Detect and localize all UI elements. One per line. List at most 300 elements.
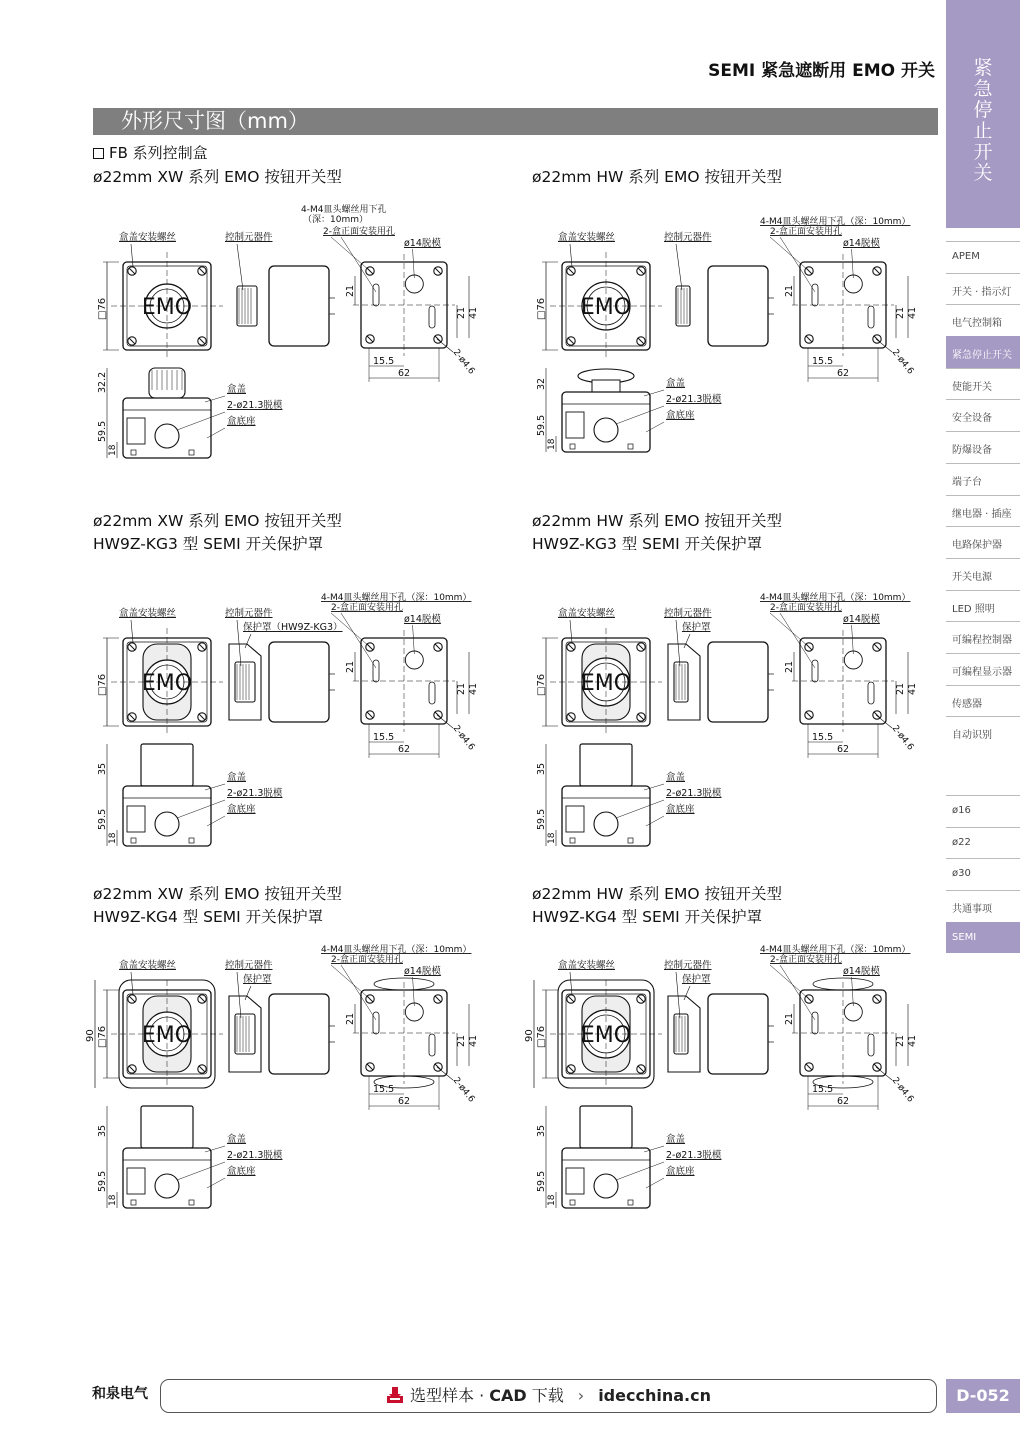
dim-62-label: 62 — [837, 744, 850, 755]
dim-21-label: 21 — [895, 682, 906, 695]
dim-top-label: 35 — [97, 1124, 108, 1137]
dim-bottom-label: 18 — [108, 832, 118, 844]
slot-hole — [429, 682, 435, 704]
button-side — [235, 662, 255, 702]
label-control: 控制元器件 — [225, 232, 273, 243]
leader-line — [770, 613, 809, 647]
foot — [628, 444, 633, 449]
side-nav-item[interactable]: 可编程显示器 — [946, 653, 1020, 685]
side-category-char: 关 — [973, 162, 993, 184]
screw-icon — [366, 1063, 374, 1071]
screw-icon — [637, 643, 645, 651]
side-view — [668, 994, 774, 1074]
dim-21-label: 21 — [345, 660, 356, 673]
label-control: 控制元器件 — [664, 960, 712, 971]
rear-view — [353, 978, 455, 1088]
section-title-bar — [93, 108, 938, 135]
knockout-21 — [155, 812, 179, 836]
dim-top-label: 32 — [536, 377, 547, 390]
slot-hole — [868, 306, 874, 328]
dim-15-5-label: 15.5 — [373, 732, 395, 743]
figure-title — [93, 166, 342, 189]
label-cover-screw: 盒盖安装螺丝 — [119, 608, 177, 619]
dim-side-label: □76 — [97, 297, 108, 320]
box-side — [269, 642, 329, 722]
footer-link-cad: CAD — [489, 1386, 527, 1405]
slot-hole — [868, 682, 874, 704]
slot-hole — [373, 1012, 379, 1034]
label-guard: 保护罩 — [682, 974, 711, 985]
screw-icon — [805, 1063, 813, 1071]
page-header-title: SEMI 紧急遮断用 EMO 开关 — [708, 61, 935, 81]
screw-icon — [567, 267, 575, 275]
emo-button-text: EMO — [141, 295, 193, 320]
slot-hole — [812, 284, 818, 306]
figure-title-line2: HW9Z-KG4 型 SEMI 开关保护罩 — [532, 908, 763, 926]
label-lid: 盒盖 — [227, 1134, 247, 1145]
knockout-21 — [594, 1174, 618, 1198]
dim-62-label: 62 — [398, 744, 411, 755]
footer-link-text: 选型样本 · — [410, 1386, 490, 1405]
dim-62-label: 62 — [398, 1096, 411, 1107]
label-base: 盒底座 — [227, 1166, 256, 1177]
label-lid: 盒盖 — [666, 772, 686, 783]
side-nav — [946, 241, 1020, 748]
leader-line — [331, 237, 370, 271]
label-mount-hole: 2-盒正面安装用孔 — [770, 603, 842, 613]
screw-icon — [567, 337, 575, 345]
figure-title-line1: ø22mm HW 系列 EMO 按钮开关型 — [532, 512, 782, 530]
elevation-view — [123, 1106, 211, 1208]
leader-line — [770, 965, 809, 999]
guard-elevation — [141, 1106, 193, 1148]
dim-21-label: 21 — [784, 1012, 795, 1025]
dimension-drawing — [93, 568, 493, 862]
screw-icon — [805, 335, 813, 343]
figure-title-line1: ø22mm XW 系列 EMO 按钮开关型 — [93, 168, 342, 186]
front-view — [95, 980, 223, 1088]
foot — [570, 444, 575, 449]
screw-icon — [198, 267, 206, 275]
screw-icon — [873, 643, 881, 651]
slot-hole — [429, 306, 435, 328]
label-tapped-hole: 4-M4皿头螺丝用下孔（深：10mm） — [760, 593, 911, 603]
dim-15-5-label: 15.5 — [373, 1084, 395, 1095]
subsection-heading — [93, 142, 208, 163]
label-knockout-14: ø14脱模 — [843, 614, 880, 625]
leader-line — [676, 244, 682, 290]
slot-hole — [373, 660, 379, 682]
side-category-char: 止 — [973, 120, 993, 142]
box-side — [269, 266, 329, 346]
screw-icon — [567, 995, 575, 1003]
screw-icon — [128, 643, 136, 651]
dim-side-label: □76 — [536, 673, 547, 696]
dim-hole-label: 2-ø4.6 — [450, 347, 477, 377]
side-nav-item[interactable]: 传感器 — [946, 685, 1020, 717]
screw-icon — [198, 337, 206, 345]
side-nav-item[interactable]: 自动识别 — [946, 716, 1020, 748]
side-category-tab[interactable] — [946, 0, 1020, 228]
label-knockout-14: ø14脱模 — [843, 238, 880, 249]
label-cover-screw: 盒盖安装螺丝 — [119, 960, 177, 971]
dim-21-label: 21 — [456, 682, 467, 695]
side-nav-item[interactable]: APEM — [946, 241, 1020, 273]
figure-title-line1: ø22mm XW 系列 EMO 按钮开关型 — [93, 512, 342, 530]
side-nav-item[interactable]: 紧急停止开关 — [946, 336, 1020, 368]
side-category-label — [946, 58, 1020, 184]
figure-title-line1: ø22mm HW 系列 EMO 按钮开关型 — [532, 885, 782, 903]
dim-62-label: 62 — [398, 368, 411, 379]
label-control: 控制元器件 — [664, 232, 712, 243]
dim-21-label: 21 — [345, 284, 356, 297]
dim-41-label: 41 — [907, 1034, 918, 1047]
front-view — [542, 252, 662, 360]
dim-bottom-label: 18 — [547, 438, 557, 450]
screw-icon — [873, 267, 881, 275]
dim-hole-label: 2-ø4.6 — [889, 1075, 916, 1105]
dim-21-label: 21 — [456, 306, 467, 319]
label-base: 盒底座 — [666, 1166, 695, 1177]
screw-icon — [434, 267, 442, 275]
footer-download-link[interactable] — [160, 1379, 937, 1413]
label-tapped-hole: 4-M4皿头螺丝用下孔（深：10mm） — [760, 945, 911, 955]
side-nav-item[interactable]: 开关电源 — [946, 558, 1020, 590]
label-guard: 保护罩（HW9Z-KG3） — [243, 622, 343, 633]
label-control: 控制元器件 — [664, 608, 712, 619]
side-view — [676, 266, 774, 346]
dim-21-label: 21 — [784, 284, 795, 297]
dimension-drawing — [532, 192, 932, 486]
box-side — [708, 266, 768, 346]
label-lid: 盒盖 — [227, 384, 247, 395]
label-tapped-depth: （深：10mm） — [303, 215, 368, 225]
foot — [570, 838, 575, 843]
dim-body-label: 59.5 — [97, 420, 108, 442]
dim-side-label: □76 — [536, 1025, 547, 1048]
label-knockout-14: ø14脱模 — [404, 238, 441, 249]
terminal-block — [566, 1168, 584, 1194]
terminal-block — [127, 418, 145, 444]
screw-icon — [128, 337, 136, 345]
side-nav-item[interactable]: 电路保护器 — [946, 526, 1020, 558]
dim-bottom-label: 18 — [108, 444, 118, 456]
button-side — [237, 286, 257, 326]
label-knockout-21: 2-ø21.3脱模 — [666, 1150, 722, 1161]
label-base: 盒底座 — [227, 416, 256, 427]
label-knockout-21: 2-ø21.3脱模 — [666, 788, 722, 799]
side-nav-item[interactable]: 端子台 — [946, 463, 1020, 495]
terminal-block — [566, 806, 584, 832]
dim-outer-label: 90 — [524, 1029, 535, 1042]
label-mount-hole: 2-盒正面安装用孔 — [331, 955, 403, 965]
side-view — [668, 642, 774, 722]
elevation-view — [123, 744, 211, 846]
dim-62-label: 62 — [837, 368, 850, 379]
terminal-block — [127, 1168, 145, 1194]
screw-icon — [567, 1065, 575, 1073]
dim-hole-label: 2-ø4.6 — [450, 1075, 477, 1105]
dim-62-label: 62 — [837, 1096, 850, 1107]
side-nav-item[interactable]: ø22 — [946, 827, 1020, 859]
box-side — [708, 994, 768, 1074]
dim-41-label: 41 — [907, 682, 918, 695]
side-nav-item[interactable]: 开关 · 指示灯 — [946, 273, 1020, 305]
slot-hole — [868, 1034, 874, 1056]
side-view — [237, 266, 335, 346]
label-cover-screw: 盒盖安装螺丝 — [558, 608, 616, 619]
label-knockout-14: ø14脱模 — [404, 614, 441, 625]
side-nav-item[interactable]: ø16 — [946, 795, 1020, 827]
footer-url[interactable]: idecchina.cn — [598, 1386, 711, 1405]
page-number: D-052 — [946, 1379, 1020, 1413]
foot — [628, 838, 633, 843]
box-side — [269, 994, 329, 1074]
label-base: 盒底座 — [666, 410, 695, 421]
terminal-block — [127, 806, 145, 832]
dim-41-label: 41 — [468, 1034, 479, 1047]
figure-title-line2: HW9Z-KG4 型 SEMI 开关保护罩 — [93, 908, 324, 926]
screw-icon — [198, 713, 206, 721]
leader-line — [770, 237, 809, 271]
label-mount-hole: 2-盒正面安装用孔 — [770, 955, 842, 965]
guard-elevation — [580, 744, 632, 786]
foot — [189, 838, 194, 843]
dimension-drawing — [85, 935, 493, 1239]
foot — [189, 450, 194, 455]
foot — [189, 1200, 194, 1205]
side-nav-item[interactable]: 电气控制箱 — [946, 304, 1020, 336]
side-nav-item[interactable]: 使能开关 — [946, 368, 1020, 400]
dim-body-label: 59.5 — [536, 414, 547, 436]
emo-button-text: EMO — [580, 671, 632, 696]
knockout-21 — [594, 418, 618, 442]
side-category-char: 停 — [973, 99, 993, 121]
label-control: 控制元器件 — [225, 960, 273, 971]
figure-title-line2: HW9Z-KG3 型 SEMI 开关保护罩 — [93, 535, 324, 553]
screw-icon — [366, 711, 374, 719]
dim-hole-label: 2-ø4.6 — [889, 723, 916, 753]
label-base: 盒底座 — [666, 804, 695, 815]
dim-body-label: 59.5 — [97, 808, 108, 830]
section-title: 外形尺寸图（mm） — [121, 109, 309, 133]
side-view — [229, 994, 335, 1074]
dim-21-label: 21 — [784, 660, 795, 673]
screw-icon — [567, 643, 575, 651]
rear-view — [792, 978, 894, 1088]
emo-button-text: EMO — [580, 295, 632, 320]
emo-button-text: EMO — [141, 1023, 193, 1048]
figure-title — [93, 510, 342, 556]
screw-icon — [198, 643, 206, 651]
side-nav-item[interactable]: 安全设备 — [946, 399, 1020, 431]
dim-body-label: 59.5 — [97, 1170, 108, 1192]
knockout-21 — [155, 1174, 179, 1198]
figure-title-line1: ø22mm HW 系列 EMO 按钮开关型 — [532, 168, 782, 186]
dim-41-label: 41 — [468, 306, 479, 319]
dim-21-label: 21 — [895, 306, 906, 319]
screw-icon — [128, 995, 136, 1003]
screw-icon — [198, 995, 206, 1003]
emo-button-text: EMO — [141, 671, 193, 696]
subsection-label: FB 系列控制盒 — [109, 144, 208, 162]
figure-title — [532, 510, 782, 556]
dim-15-5-label: 15.5 — [812, 1084, 834, 1095]
download-icon — [386, 1386, 404, 1404]
screw-icon — [637, 267, 645, 275]
emo-button-text: EMO — [580, 1023, 632, 1048]
dim-hole-label: 2-ø4.6 — [889, 347, 916, 377]
dim-side-label: □76 — [97, 673, 108, 696]
dim-side-label: □76 — [97, 1025, 108, 1048]
foot — [131, 450, 136, 455]
elevation-view — [562, 744, 650, 846]
side-nav-item[interactable]: LED 照明 — [946, 590, 1020, 622]
dim-21-label: 21 — [345, 1012, 356, 1025]
guard-elevation — [580, 1106, 632, 1148]
label-knockout-21: 2-ø21.3脱模 — [227, 788, 283, 799]
leader-line — [237, 244, 243, 290]
screw-icon — [434, 995, 442, 1003]
label-cover-screw: 盒盖安装螺丝 — [558, 960, 616, 971]
label-knockout-14: ø14脱模 — [843, 966, 880, 977]
screw-icon — [805, 711, 813, 719]
dim-41-label: 41 — [468, 682, 479, 695]
label-tapped-hole: 4-M4皿头螺丝用下孔（深：10mm） — [321, 945, 472, 955]
label-lid: 盒盖 — [666, 1134, 686, 1145]
elevation-view — [562, 369, 650, 452]
screw-icon — [198, 1065, 206, 1073]
side-category-char: 开 — [973, 141, 993, 163]
label-tapped-hole: 4-M4皿头螺丝用下孔（深：10mm） — [760, 217, 911, 227]
terminal-block — [566, 412, 584, 438]
label-knockout-21: 2-ø21.3脱模 — [227, 400, 283, 411]
dim-top-label: 35 — [536, 762, 547, 775]
dim-top-label: 32.2 — [97, 371, 108, 393]
label-knockout-21: 2-ø21.3脱模 — [666, 394, 722, 405]
side-category-char: 紧 — [973, 57, 993, 79]
front-view — [534, 980, 662, 1088]
dim-21-label: 21 — [456, 1034, 467, 1047]
dim-15-5-label: 15.5 — [812, 732, 834, 743]
figure-title — [93, 883, 342, 929]
side-nav-item[interactable]: 防爆设备 — [946, 431, 1020, 463]
label-guard: 保护罩 — [682, 622, 711, 633]
label-lid: 盒盖 — [666, 378, 686, 389]
figure-title-line2: HW9Z-KG3 型 SEMI 开关保护罩 — [532, 535, 763, 553]
elevation-view — [123, 368, 211, 458]
side-nav-item[interactable]: ø30 — [946, 858, 1020, 890]
figure-title — [532, 166, 782, 189]
elevation-view — [562, 1106, 650, 1208]
footer-link-text2: 下载 — [526, 1386, 564, 1405]
dim-top-label: 35 — [536, 1124, 547, 1137]
label-base: 盒底座 — [227, 804, 256, 815]
dim-top-label: 35 — [97, 762, 108, 775]
side-category-char: 急 — [973, 78, 993, 100]
dim-21-label: 21 — [895, 1034, 906, 1047]
label-cover-screw: 盒盖安装螺丝 — [119, 232, 177, 243]
foot — [131, 1200, 136, 1205]
slot-hole — [373, 284, 379, 306]
screw-icon — [128, 267, 136, 275]
dim-body-label: 59.5 — [536, 1170, 547, 1192]
knockout-21 — [594, 812, 618, 836]
screw-icon — [637, 1065, 645, 1073]
screw-icon — [567, 713, 575, 721]
dim-15-5-label: 15.5 — [812, 356, 834, 367]
dimension-drawing — [524, 935, 932, 1239]
side-nav-sizes — [946, 795, 1020, 953]
slot-hole — [812, 1012, 818, 1034]
checkbox-square-icon — [93, 148, 104, 159]
slot-hole — [429, 1034, 435, 1056]
screw-icon — [637, 337, 645, 345]
front-view — [103, 252, 223, 360]
figure-title — [532, 883, 782, 929]
dim-15-5-label: 15.5 — [373, 356, 395, 367]
side-nav-item[interactable]: 可编程控制器 — [946, 621, 1020, 653]
knockout-21 — [155, 424, 179, 448]
dim-bottom-label: 18 — [547, 832, 557, 844]
foot — [628, 1200, 633, 1205]
screw-icon — [434, 643, 442, 651]
dim-bottom-label: 18 — [108, 1194, 118, 1206]
guard-elevation — [141, 744, 193, 786]
foot — [131, 838, 136, 843]
label-knockout-21: 2-ø21.3脱模 — [227, 1150, 283, 1161]
leader-line — [331, 965, 370, 999]
screw-icon — [366, 335, 374, 343]
foot — [570, 1200, 575, 1205]
slot-hole — [812, 660, 818, 682]
screw-icon — [128, 1065, 136, 1073]
dimension-drawing — [93, 192, 493, 486]
screw-icon — [637, 995, 645, 1003]
figure-title-line1: ø22mm XW 系列 EMO 按钮开关型 — [93, 885, 342, 903]
dim-bottom-label: 18 — [547, 1194, 557, 1206]
footer-brand: 和泉电气 — [92, 1386, 148, 1402]
side-nav-item[interactable]: 共通事项 — [946, 890, 1020, 922]
chevron-right-icon: › — [577, 1386, 585, 1405]
front-view — [103, 628, 223, 736]
dimension-drawing — [532, 568, 932, 862]
screw-icon — [128, 713, 136, 721]
label-mount-hole: 2-盒正面安装用孔 — [323, 227, 395, 237]
dim-side-label: □76 — [536, 297, 547, 320]
label-guard: 保护罩 — [243, 974, 272, 985]
label-knockout-14: ø14脱模 — [404, 966, 441, 977]
box-side — [708, 642, 768, 722]
label-lid: 盒盖 — [227, 772, 247, 783]
dim-41-label: 41 — [907, 306, 918, 319]
screw-icon — [873, 995, 881, 1003]
side-nav-item[interactable]: 继电器 · 插座 — [946, 495, 1020, 527]
side-nav-item[interactable]: SEMI — [946, 922, 1020, 954]
side-view — [229, 642, 335, 722]
dim-body-label: 59.5 — [536, 808, 547, 830]
screw-icon — [637, 713, 645, 721]
dim-hole-label: 2-ø4.6 — [450, 723, 477, 753]
label-tapped-hole: 4-M4皿头螺丝用下孔（深：10mm） — [321, 593, 472, 603]
label-control: 控制元器件 — [225, 608, 273, 619]
front-view — [542, 628, 662, 736]
label-tapped-hole: 4-M4皿头螺丝用下孔 — [301, 205, 387, 215]
label-mount-hole: 2-盒正面安装用孔 — [331, 603, 403, 613]
button-side — [235, 1014, 255, 1054]
label-cover-screw: 盒盖安装螺丝 — [558, 232, 616, 243]
label-mount-hole: 2-盒正面安装用孔 — [770, 227, 842, 237]
